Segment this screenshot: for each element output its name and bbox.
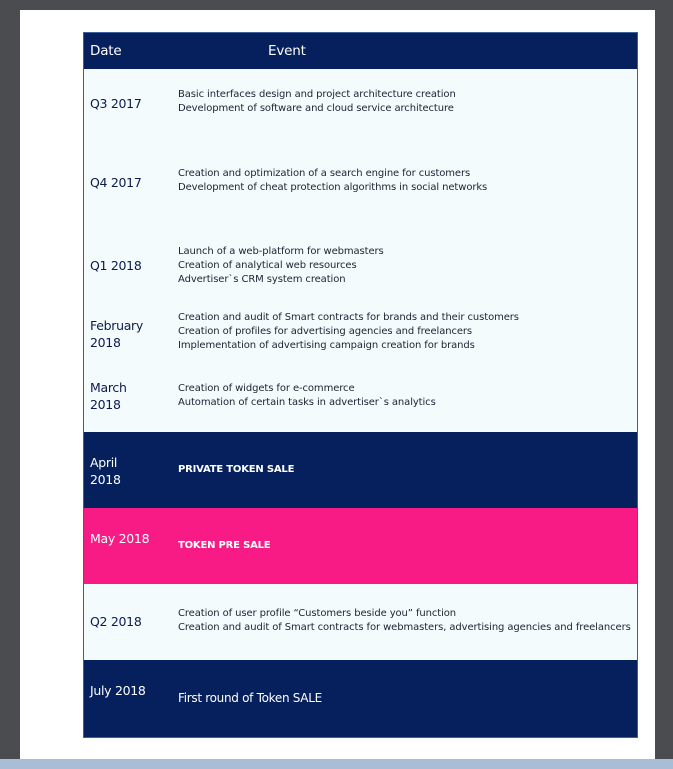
event-line: Basic interfaces design and project architecture creation <box>178 89 456 100</box>
event-line: Creation and audit of Smart contracts for brands and their customers <box>178 312 519 323</box>
row-date: February 2018 <box>90 318 143 350</box>
event-line: Creation and optimization of a search engine for customers <box>178 168 471 179</box>
table-row <box>84 584 637 660</box>
event-line: Creation of widgets for e-commerce <box>178 383 355 394</box>
row-date: May 2018 <box>90 531 150 546</box>
row-event <box>178 539 633 553</box>
row-event <box>178 167 633 195</box>
table-row <box>84 69 637 148</box>
event-line: PRIVATE TOKEN SALE <box>178 464 295 475</box>
event-line: Launch of a web-platform for webmasters <box>178 246 384 257</box>
row-date: July 2018 <box>90 683 146 698</box>
event-line: Development of cheat protection algorithms in social networks <box>178 182 488 193</box>
event-line: TOKEN PRE SALE <box>178 540 271 551</box>
table-row <box>84 306 637 366</box>
row-event <box>178 311 633 353</box>
event-line: Creation and audit of Smart contracts for webmasters, advertising agencies and freelancers <box>178 622 631 633</box>
row-event <box>178 245 633 287</box>
roadmap-table <box>83 32 638 738</box>
row-date: March 2018 <box>90 380 127 412</box>
header-date: Date <box>90 43 122 59</box>
row-event <box>178 607 633 635</box>
row-date: Q3 2017 <box>90 96 142 111</box>
row-date: Q4 2017 <box>90 175 142 190</box>
event-line: Advertiser`s CRM system creation <box>178 274 346 285</box>
event-line: Creation of analytical web resources <box>178 260 357 271</box>
table-row <box>84 227 637 306</box>
event-line: First round of Token SALE <box>178 691 322 705</box>
row-event <box>178 690 633 706</box>
event-line: Creation of profiles for advertising agencies and freelancers <box>178 326 473 337</box>
row-event <box>178 382 633 410</box>
viewer-bottom-bar <box>0 759 673 769</box>
event-line: Implementation of advertising campaign creation for brands <box>178 340 475 351</box>
row-date: Q1 2018 <box>90 258 142 273</box>
table-row <box>84 366 637 432</box>
table-row <box>84 660 637 737</box>
event-line: Automation of certain tasks in advertiser`s analytics <box>178 397 436 408</box>
document-page <box>20 10 655 759</box>
event-line: Development of software and cloud service architecture <box>178 103 454 114</box>
row-event <box>178 463 633 477</box>
viewer-gutter <box>655 10 673 759</box>
row-event <box>178 88 633 116</box>
table-row <box>84 432 637 508</box>
table-row <box>84 508 637 584</box>
header-event: Event <box>268 43 306 59</box>
row-date: Q2 2018 <box>90 614 142 629</box>
row-date: April 2018 <box>90 455 121 487</box>
table-row <box>84 148 637 227</box>
table-header <box>84 33 637 69</box>
event-line: Creation of user profile “Customers beside you” function <box>178 608 456 619</box>
